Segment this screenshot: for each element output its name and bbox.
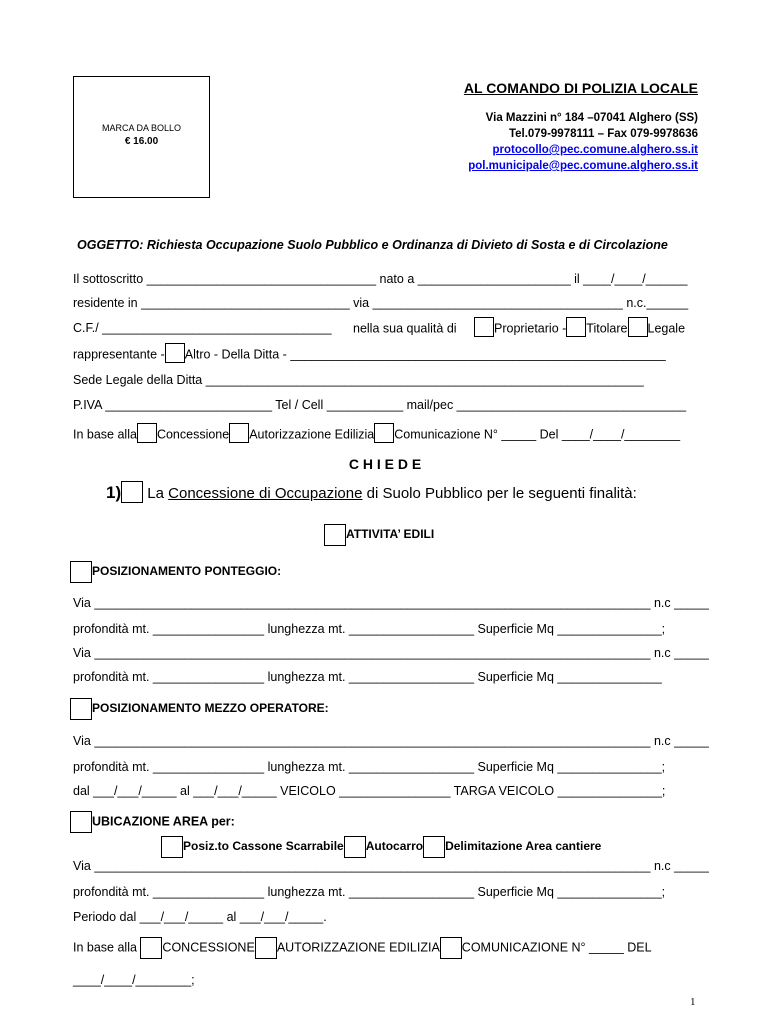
applicant-line-name[interactable]: Il sottoscritto _________________________________ nato a ______________________ il ____/____/______: [73, 272, 688, 286]
base2-row: [73, 937, 652, 959]
ubicazione-via[interactable]: Via ________________________________________________________________________________ n.c _____: [73, 859, 709, 873]
request-checkbox[interactable]: [121, 481, 143, 503]
legale-checkbox[interactable]: [628, 317, 648, 337]
ponteggio-checkbox[interactable]: [70, 561, 92, 583]
concessione-label: Concessione: [156, 427, 230, 442]
base2-concessione-checkbox[interactable]: [140, 937, 162, 959]
applicant-line-rappresentante: [73, 347, 666, 363]
proprietario-checkbox[interactable]: [474, 317, 494, 337]
base2-comunicazione-checkbox[interactable]: [440, 937, 462, 959]
mezzo-row: [70, 698, 329, 720]
attivita-label: ATTIVITA’ EDILI: [346, 527, 435, 542]
autorizzazione-label: Autorizzazione Edilizia: [249, 427, 375, 442]
request-text-b: Concessione di Occupazione: [168, 485, 363, 502]
qualita-label: nella sua qualità di: [353, 321, 457, 336]
ubicazione-periodo[interactable]: Periodo dal ___/___/_____ al ___/___/_____.: [73, 910, 327, 924]
autocarro-checkbox[interactable]: [344, 836, 366, 858]
comunicazione-field[interactable]: Comunicazione N° _____ Del ____/____/________: [394, 427, 681, 442]
ubicazione-options: [161, 836, 601, 858]
ubicazione-title: UBICAZIONE AREA per:: [92, 814, 235, 829]
delimitazione-checkbox[interactable]: [423, 836, 445, 858]
mezzo-dal[interactable]: dal ___/___/_____ al ___/___/_____ VEICOLO ________________ TARGA VEICOLO _______________;: [73, 784, 666, 798]
header-address: Via Mazzini n° 184 –07041 Alghero (SS): [485, 112, 698, 124]
header-email-protocollo[interactable]: protocollo@pec.comune.alghero.ss.it: [492, 144, 698, 156]
stamp-label: MARCA DA BOLLO: [101, 123, 182, 133]
rappresentante-label: rappresentante -: [73, 347, 165, 362]
ponteggio-via-1[interactable]: Via ________________________________________________________________________________ n.c _____: [73, 596, 709, 610]
request-text-a: La: [147, 485, 164, 502]
titolare-label: Titolare: [586, 321, 628, 336]
request-text-c: di Suolo Pubblico per le seguenti finalità:: [366, 485, 637, 502]
proprietario-label: Proprietario -: [494, 321, 567, 336]
base2-autorizzazione-checkbox[interactable]: [255, 937, 277, 959]
mezzo-dim[interactable]: profondità mt. ________________ lunghezza mt. __________________ Superficie Mq _______________;: [73, 760, 666, 774]
base2-label: In base alla: [73, 940, 137, 955]
ubicazione-row: [70, 811, 235, 833]
ditta-field[interactable]: Altro - Della Ditta - ______________________________________________________: [184, 347, 666, 362]
applicant-line-sede[interactable]: Sede Legale della Ditta _______________________________________________________________: [73, 373, 644, 387]
base2-comunicazione-field[interactable]: COMUNICAZIONE N° _____ DEL: [461, 940, 652, 955]
header-phone: Tel.079-9978111 – Fax 079-9978636: [508, 128, 698, 140]
subject: OGGETTO: Richiesta Occupazione Suolo Pubblico e Ordinanza di Divieto di Sosta e di Circolazione: [77, 238, 668, 252]
attivita-checkbox[interactable]: [324, 524, 346, 546]
ponteggio-dim-2[interactable]: profondità mt. ________________ lunghezza mt. __________________ Superficie Mq _______________: [73, 670, 662, 684]
stamp-box: [73, 76, 210, 198]
qualita-row: [353, 321, 685, 337]
autorizzazione-checkbox[interactable]: [229, 423, 249, 443]
base2-date[interactable]: ____/____/________;: [73, 973, 195, 987]
delimitazione-label: Delimitazione Area cantiere: [445, 839, 602, 854]
base2-concessione-label: CONCESSIONE: [162, 940, 255, 955]
applicant-line-cf: [73, 321, 332, 335]
base-label: In base alla: [73, 427, 137, 442]
ubicazione-checkbox[interactable]: [70, 811, 92, 833]
ponteggio-dim-1[interactable]: profondità mt. ________________ lunghezza mt. __________________ Superficie Mq _______________;: [73, 622, 666, 636]
cf-field[interactable]: C.F./ _________________________________: [73, 321, 332, 335]
mezzo-via[interactable]: Via ________________________________________________________________________________ n.c _____: [73, 734, 709, 748]
chiede-heading: C H I E D E: [348, 456, 422, 472]
stamp-amount: € 16.00: [124, 136, 159, 147]
applicant-line-base: [73, 427, 680, 443]
request-number: 1): [106, 483, 122, 502]
altro-checkbox[interactable]: [165, 343, 185, 363]
ponteggio-title: POSIZIONAMENTO PONTEGGIO:: [92, 564, 282, 579]
attivita-row: [324, 524, 434, 546]
titolare-checkbox[interactable]: [566, 317, 586, 337]
ponteggio-row: [70, 561, 281, 583]
header-email-polizia[interactable]: pol.municipale@pec.comune.alghero.ss.it: [468, 160, 698, 172]
comunicazione-checkbox[interactable]: [374, 423, 394, 443]
base2-autorizzazione-label: AUTORIZZAZIONE EDILIZIA: [276, 940, 440, 955]
mezzo-title: POSIZIONAMENTO MEZZO OPERATORE:: [92, 701, 329, 716]
legale-label: Legale: [647, 321, 686, 336]
autocarro-label: Autocarro: [365, 839, 424, 854]
applicant-line-piva[interactable]: P.IVA ________________________ Tel / Cell ___________ mail/pec _________________________________: [73, 398, 687, 412]
ponteggio-via-2[interactable]: Via ________________________________________________________________________________ n.c _____: [73, 646, 709, 660]
ubicazione-dim[interactable]: profondità mt. ________________ lunghezza mt. __________________ Superficie Mq _______________;: [73, 885, 666, 899]
concessione-checkbox[interactable]: [137, 423, 157, 443]
header-title: AL COMANDO DI POLIZIA LOCALE: [463, 80, 698, 96]
cassone-label: Posiz.to Cassone Scarrabile: [183, 839, 344, 854]
cassone-checkbox[interactable]: [161, 836, 183, 858]
applicant-line-residence[interactable]: residente in ______________________________ via ____________________________________ n.c.______: [73, 296, 689, 310]
request-line: [106, 483, 637, 503]
mezzo-checkbox[interactable]: [70, 698, 92, 720]
page-number: 1: [690, 996, 696, 1008]
